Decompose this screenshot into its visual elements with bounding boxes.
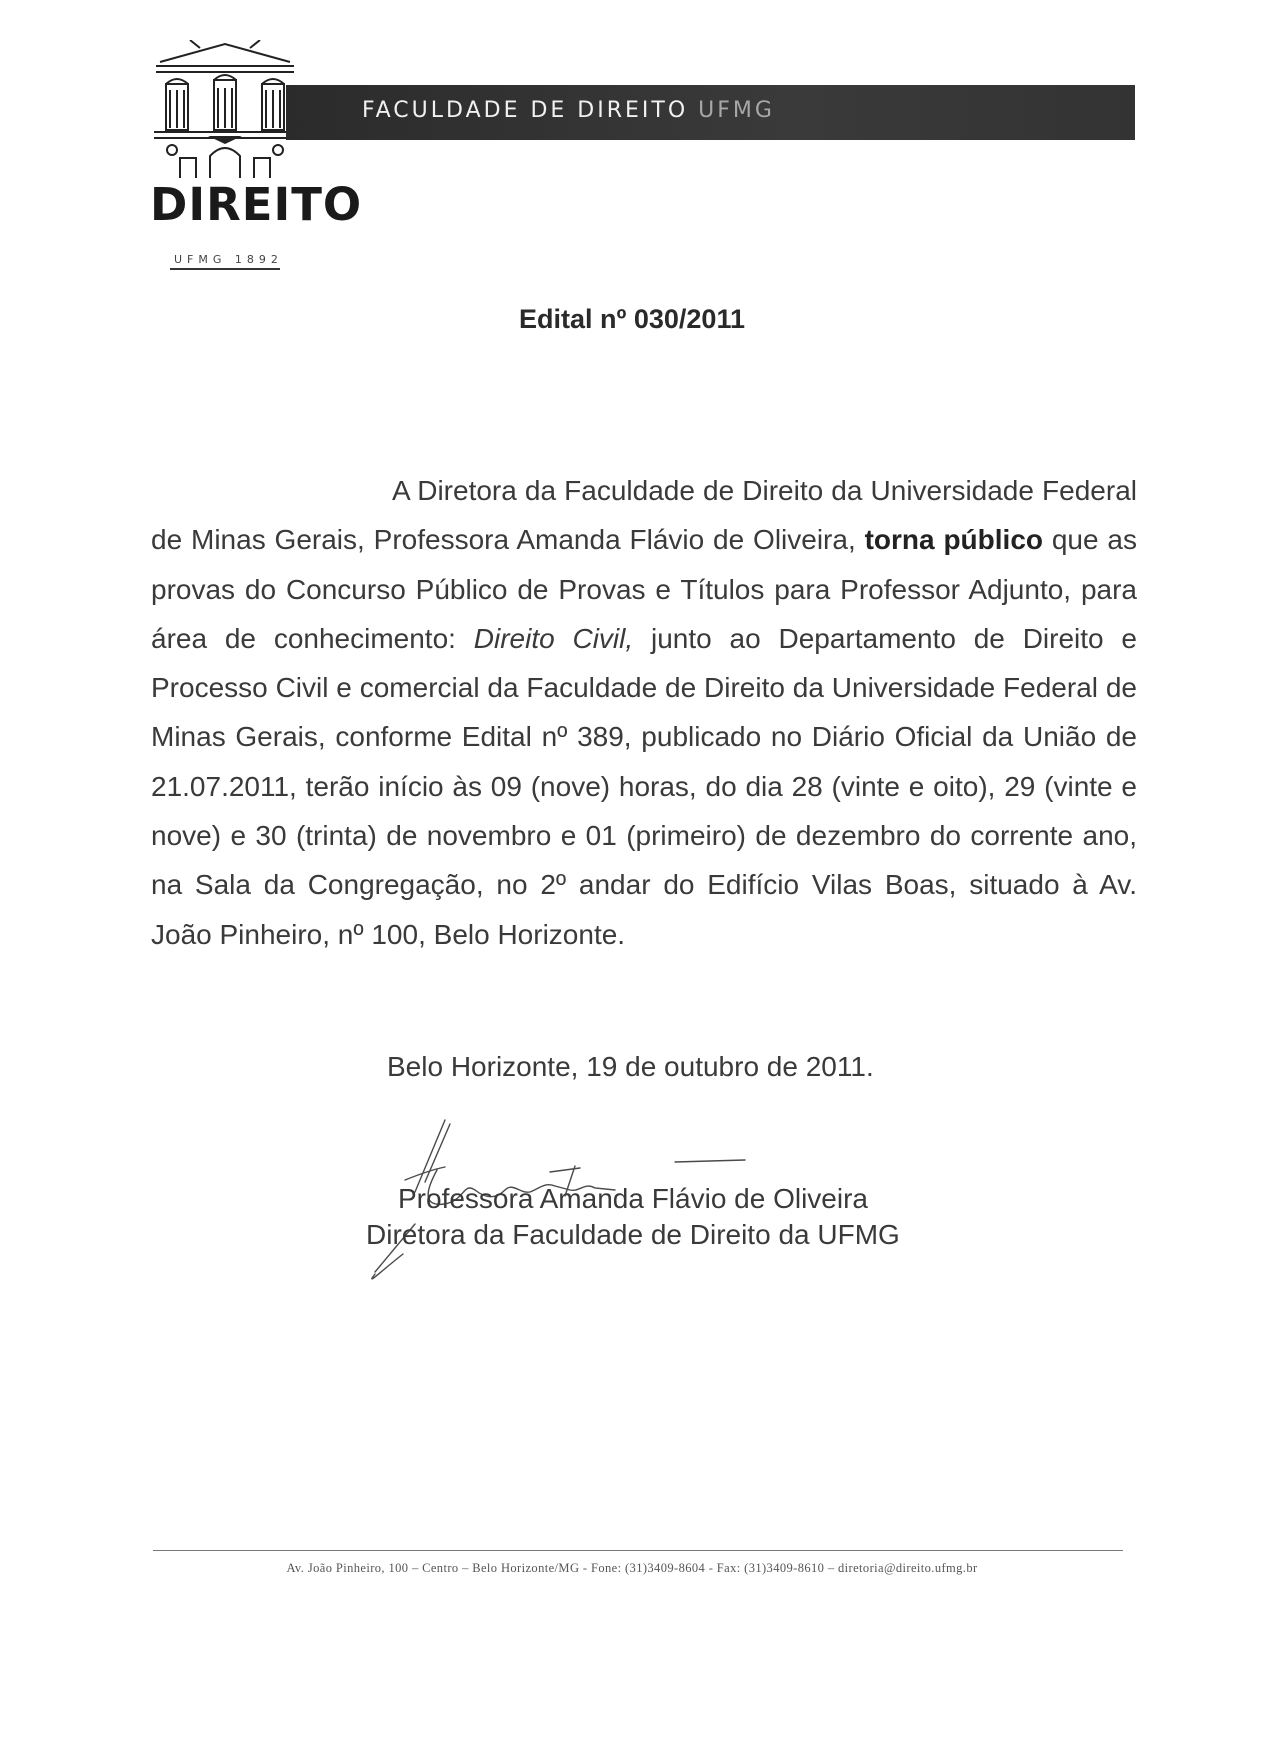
signer-role: Diretora da Faculdade de Direito da UFMG [366, 1219, 900, 1250]
document-body [151, 466, 1137, 959]
logo-wordmark: DIREITO [150, 178, 363, 231]
faculty-logo [150, 40, 363, 266]
dateline: Belo Horizonte, 19 de outubro de 2011. [387, 1051, 874, 1082]
header-banner [286, 85, 1135, 140]
logo-subtitle: UFMG 1892 [174, 253, 283, 266]
banner-title-main: FACULDADE DE DIREITO [362, 98, 689, 123]
signer-name: Professora Amanda Flávio de Oliveira [398, 1183, 868, 1214]
footer-address: Av. João Pinheiro, 100 – Centro – Belo Horizonte/MG - Fone: (31)3409-8604 - Fax: (31)3409-8610 – diretoria@direito.ufmg.br [286, 1561, 978, 1575]
body-text-italic: Direito Civil, [473, 622, 634, 654]
footer-divider [153, 1550, 1123, 1551]
building-emblem-icon [150, 40, 300, 180]
document-title: Edital nº 030/2011 [519, 304, 745, 334]
body-text-end: junto ao Departamento de Direito e Processo Civil e comercial da Faculdade de Direito da Universidade Federal de Minas Gerais, conforme Edital nº 389, publicado no Diário Oficial da União de 21.07.2011, terão início às 09 (nove) horas, do dia 28 (vinte e oito), 29 (vinte e nove) e 30 (trinta) de novembro e 01 (primeiro) de dezembro do corrente ano, na Sala da Congregação, no 2º andar do Edifício Vilas Boas, situado à Av. João Pinheiro, nº 100, Belo Horizonte. [151, 622, 1137, 950]
banner-title [362, 98, 775, 123]
banner-title-accent: UFMG [698, 98, 775, 123]
body-text-middle: que as provas do Concurso Público de Provas e Títulos para Professor Adjunto, para área de conhecimento: [151, 524, 1138, 654]
logo-underline [170, 268, 280, 270]
body-text-intro: A Diretora da Faculdade de Direito da Universidade Federal de Minas Gerais, Professora Amanda Flávio de Oliveira, [151, 475, 1137, 556]
body-text-bold: torna público [864, 524, 1043, 556]
